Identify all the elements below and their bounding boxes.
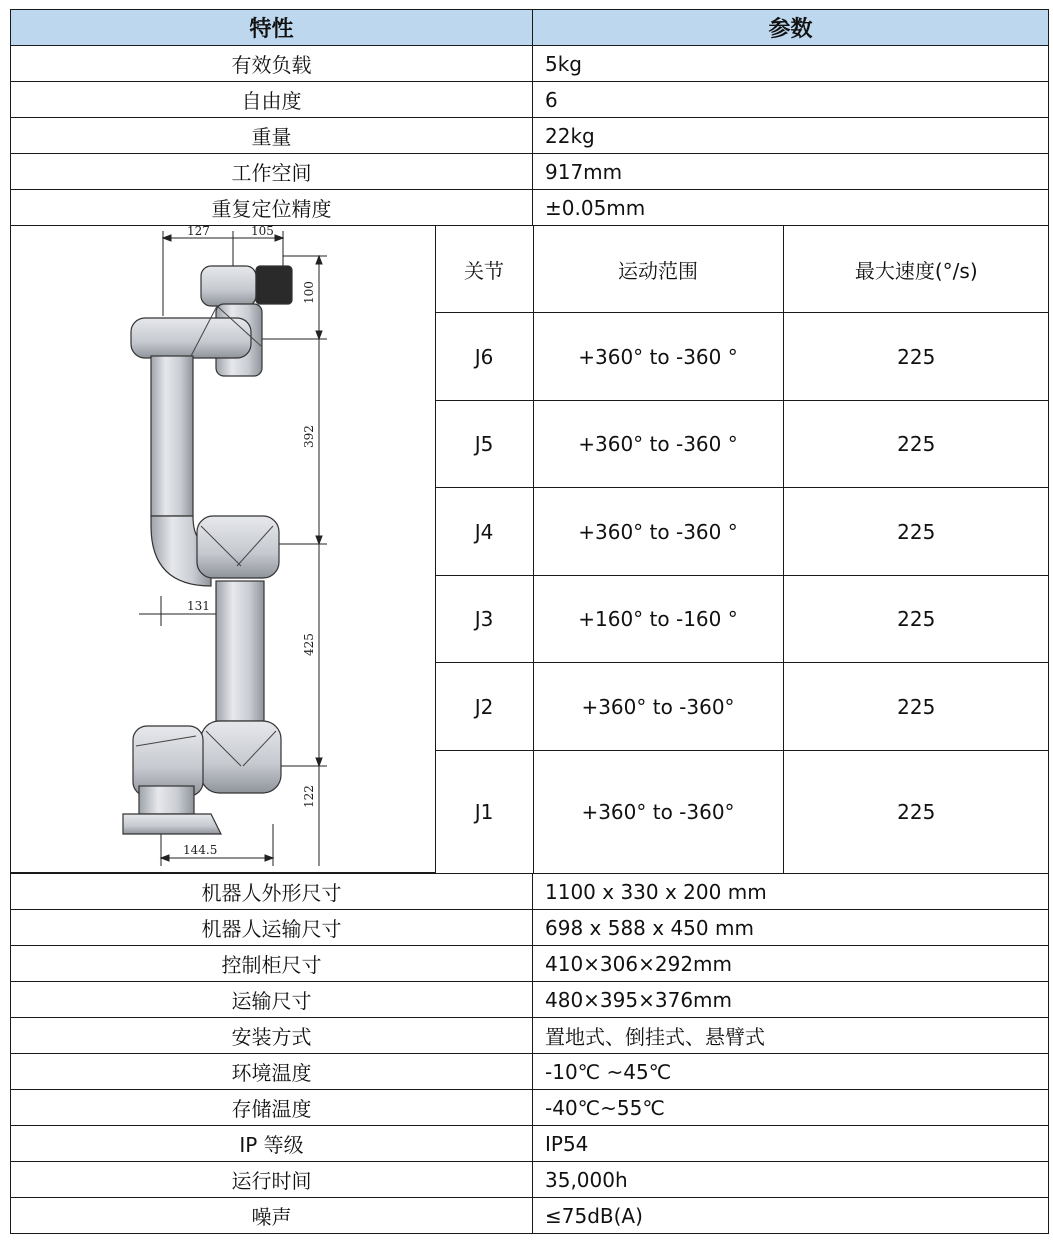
- joint-speed: 225: [783, 663, 1049, 750]
- dim-122: 122: [302, 785, 316, 808]
- spec-table: [10, 9, 1049, 1234]
- table-row: [11, 910, 1049, 946]
- table-row: [11, 1054, 1049, 1090]
- row-value: 5kg: [533, 46, 1049, 82]
- table-header: [11, 10, 1049, 46]
- dim-425: 425: [302, 633, 316, 656]
- joint-header-speed: 最大速度(°/s): [783, 226, 1049, 313]
- row-label: 噪声: [11, 1198, 533, 1234]
- table-row: [11, 1162, 1049, 1198]
- dim-131: 131: [187, 599, 210, 613]
- row-value: 22kg: [533, 118, 1049, 154]
- row-label: 工作空间: [11, 154, 533, 190]
- joint-header-range: 运动范围: [533, 226, 783, 313]
- row-value: -40℃~55℃: [533, 1090, 1049, 1126]
- row-label: 机器人外形尺寸: [11, 874, 533, 910]
- table-row: [11, 1198, 1049, 1234]
- joint-name: J1: [435, 750, 533, 872]
- row-label: 存储温度: [11, 1090, 533, 1126]
- header-param: 参数: [533, 10, 1049, 46]
- joint-speed: 225: [783, 575, 1049, 662]
- joint-speed: 225: [783, 750, 1049, 872]
- joint-range: +360° to -360 °: [533, 313, 783, 400]
- robot-arm-svg: [11, 226, 435, 867]
- row-label: 控制柜尺寸: [11, 946, 533, 982]
- table-row: [11, 1018, 1049, 1054]
- row-value: ±0.05mm: [533, 190, 1049, 226]
- row-label: 运行时间: [11, 1162, 533, 1198]
- dim-144-5: 144.5: [183, 843, 218, 857]
- spec-sheet: [10, 9, 1048, 1234]
- row-value: -10℃ ~45℃: [533, 1054, 1049, 1090]
- robot-arm-drawing: [11, 226, 435, 873]
- joint-range: +360° to -360 °: [533, 488, 783, 575]
- table-row: [11, 946, 1049, 982]
- row-value: 1100 x 330 x 200 mm: [533, 874, 1049, 910]
- dim-392: 392: [302, 425, 316, 448]
- diagram-row: [11, 226, 1049, 874]
- joint-range: +160° to -160 °: [533, 575, 783, 662]
- row-value: IP54: [533, 1126, 1049, 1162]
- row-label: 有效负载: [11, 46, 533, 82]
- row-label: 机器人运输尺寸: [11, 910, 533, 946]
- joint-header-joint: 关节: [435, 226, 533, 313]
- table-row: [11, 118, 1049, 154]
- row-value: 置地式、倒挂式、悬臂式: [533, 1018, 1049, 1054]
- dim-100: 100: [302, 281, 316, 304]
- row-label: IP 等级: [11, 1126, 533, 1162]
- joint-range: +360° to -360°: [533, 750, 783, 872]
- joint-speed: 225: [783, 488, 1049, 575]
- row-label: 安装方式: [11, 1018, 533, 1054]
- header-feature: 特性: [11, 10, 533, 46]
- row-value: ≤75dB(A): [533, 1198, 1049, 1234]
- row-label: 重复定位精度: [11, 190, 533, 226]
- row-value: 480×395×376mm: [533, 982, 1049, 1018]
- joint-name: J6: [435, 313, 533, 400]
- dim-127: 127: [187, 226, 210, 238]
- table-row: [11, 46, 1049, 82]
- row-value: 6: [533, 82, 1049, 118]
- table-row: [11, 1126, 1049, 1162]
- joint-range: +360° to -360 °: [533, 400, 783, 487]
- joint-table: [11, 226, 1049, 873]
- table-row: [11, 154, 1049, 190]
- joint-speed: 225: [783, 400, 1049, 487]
- row-value: 917mm: [533, 154, 1049, 190]
- joint-table-header: [11, 226, 1049, 313]
- joint-range: +360° to -360°: [533, 663, 783, 750]
- table-row: [11, 982, 1049, 1018]
- row-label: 环境温度: [11, 1054, 533, 1090]
- row-label: 运输尺寸: [11, 982, 533, 1018]
- table-row: [11, 190, 1049, 226]
- dim-105: 105: [251, 226, 274, 238]
- row-value: 698 x 588 x 450 mm: [533, 910, 1049, 946]
- diagram-cell: [11, 226, 1049, 874]
- table-row: [11, 1090, 1049, 1126]
- joint-name: J2: [435, 663, 533, 750]
- table-row: [11, 82, 1049, 118]
- joint-name: J3: [435, 575, 533, 662]
- joint-name: J4: [435, 488, 533, 575]
- row-value: 35,000h: [533, 1162, 1049, 1198]
- row-label: 自由度: [11, 82, 533, 118]
- joint-speed: 225: [783, 313, 1049, 400]
- row-value: 410×306×292mm: [533, 946, 1049, 982]
- table-row: [11, 874, 1049, 910]
- row-label: 重量: [11, 118, 533, 154]
- joint-name: J5: [435, 400, 533, 487]
